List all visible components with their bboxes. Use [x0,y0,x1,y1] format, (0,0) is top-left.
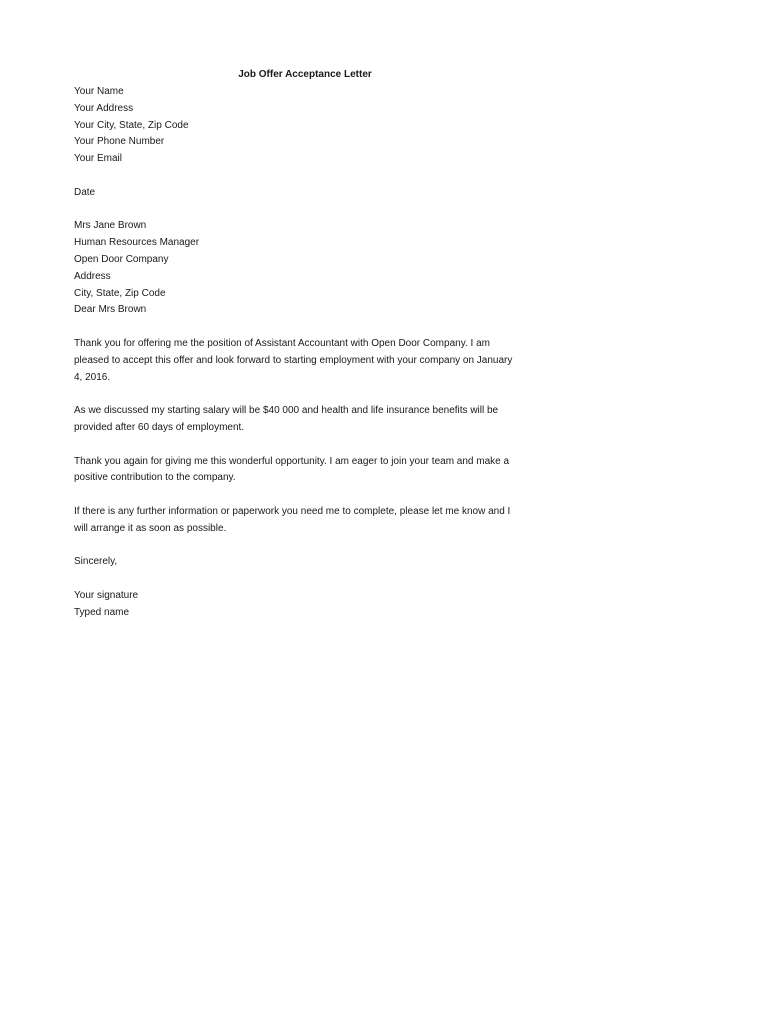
letter-title: Job Offer Acceptance Letter [238,69,372,80]
recipient-city-state-zip: City, State, Zip Code [74,287,166,299]
letter-body [74,84,534,622]
spacer [74,319,534,336]
sender-block [74,84,534,168]
recipient-company: Open Door Company [74,253,169,265]
paragraph-thanks [74,454,534,488]
paragraph-line: Thank you for offering me the position of Assistant Accountant with Open Door Company. I am [74,337,490,349]
closing: Sincerely, [74,556,118,568]
paragraph-line: provided after 60 days of employment. [74,421,245,433]
paragraph-salary [74,403,534,437]
paragraph-line: As we discussed my starting salary will be $40 000 and health and life insurance benefits will be [74,405,499,417]
letter-date: Date [74,186,96,198]
paragraph-line: 4, 2016. [74,371,111,383]
recipient-name: Mrs Jane Brown [74,220,147,232]
sender-address: Your Address [74,102,134,114]
paragraph-line: Thank you again for giving me this wonderful opportunity. I am eager to join your team and make a [74,455,510,467]
paragraph-line: pleased to accept this offer and look forward to starting employment with your company on January [74,354,513,366]
sender-name: Your Name [74,86,124,97]
paragraph-offer [74,336,534,386]
spacer [74,571,534,588]
paragraph-line: will arrange it as soon as possible. [74,522,227,534]
paragraph-further-info [74,504,534,538]
salutation: Dear Mrs Brown [74,304,147,316]
spacer [74,538,534,555]
sender-email: Your Email [74,153,122,165]
spacer [74,487,534,504]
spacer [74,168,534,185]
recipient-address: Address [74,270,111,282]
sender-city-state-zip: Your City, State, Zip Code [74,119,189,131]
spacer [74,437,534,454]
typed-name: Typed name [74,606,130,618]
recipient-title: Human Resources Manager [74,237,200,249]
spacer [74,386,534,403]
signature-placeholder: Your signature [74,589,139,601]
sender-phone: Your Phone Number [74,136,165,148]
recipient-block [74,218,534,302]
paragraph-line: If there is any further information or paperwork you need me to complete, please let me know and I [74,505,511,517]
paragraph-line: positive contribution to the company. [74,472,236,484]
spacer [74,202,534,219]
